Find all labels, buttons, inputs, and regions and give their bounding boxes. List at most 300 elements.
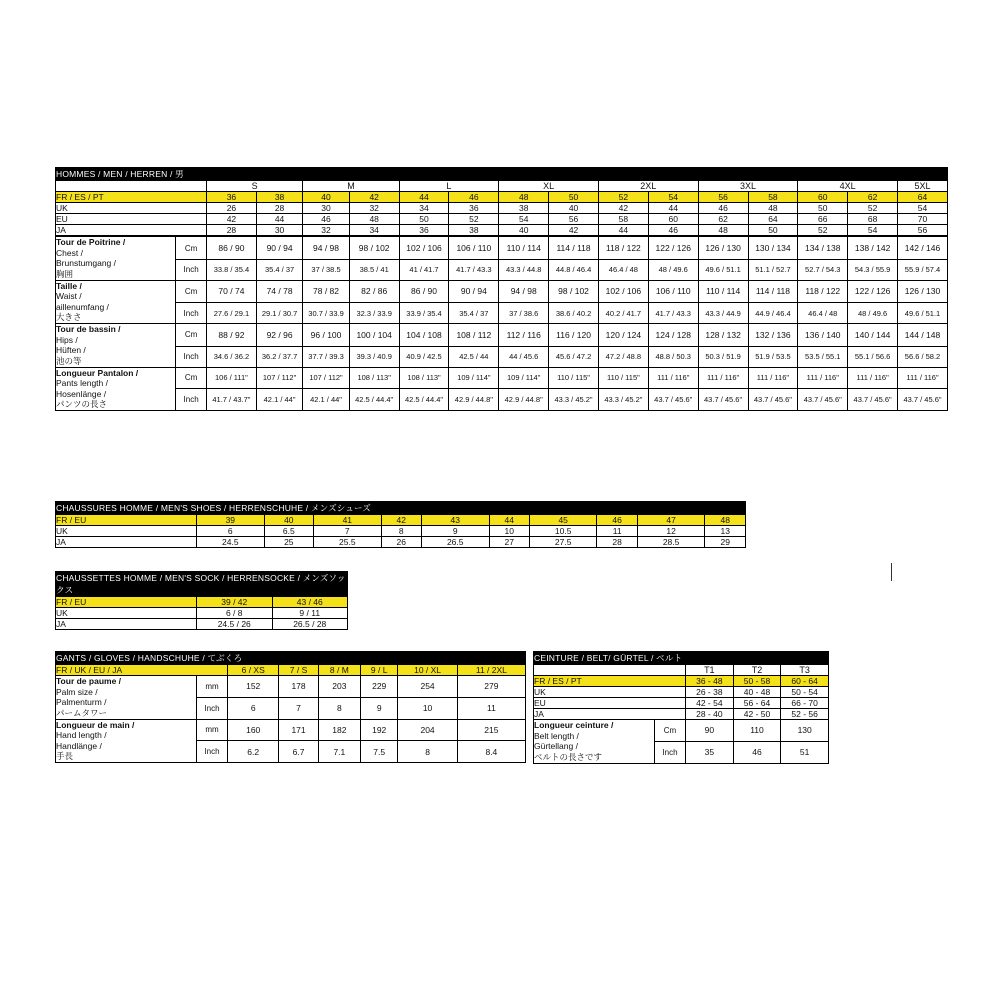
cell: 42 - 54 bbox=[686, 698, 734, 709]
cell: 43 / 46 bbox=[272, 597, 348, 608]
cell: 35.4 / 37 bbox=[256, 260, 302, 280]
cell: 34 bbox=[349, 225, 399, 237]
cell: 36.2 / 37.7 bbox=[256, 346, 302, 367]
cell: 204 bbox=[398, 719, 457, 741]
cell: 160 bbox=[228, 719, 279, 741]
cell: 11 bbox=[457, 697, 525, 719]
cell: 36 - 48 bbox=[686, 676, 734, 687]
cell: 90 / 94 bbox=[256, 236, 302, 260]
unit-inch: Inch bbox=[176, 346, 207, 367]
cell: 38 bbox=[449, 225, 499, 237]
cell: 29.1 / 30.7 bbox=[256, 303, 302, 324]
size-group-xl: XL bbox=[499, 181, 599, 192]
belt-title-bold: CEINTURE bbox=[534, 653, 580, 663]
cell: 90 bbox=[686, 720, 734, 742]
table-row bbox=[56, 346, 948, 367]
cell: 110 / 115" bbox=[549, 367, 599, 389]
cell: 60 bbox=[798, 192, 848, 203]
cell: 10 / XL bbox=[398, 665, 457, 676]
cell: 29 bbox=[705, 537, 746, 548]
cell: 30 bbox=[303, 203, 349, 214]
cell: 46 bbox=[597, 515, 637, 526]
cell: 44 bbox=[256, 214, 302, 225]
table-row bbox=[56, 608, 348, 619]
cell: 42.9 / 44.8" bbox=[449, 389, 499, 411]
cell: 50 bbox=[549, 192, 599, 203]
cell: 43.7 / 45.6" bbox=[898, 389, 948, 411]
table-row bbox=[56, 597, 348, 608]
cell: 44.8 / 46.4 bbox=[549, 260, 599, 280]
cell: 27 bbox=[489, 537, 529, 548]
cell: 10 bbox=[398, 697, 457, 719]
cell: 24.5 / 26 bbox=[197, 619, 273, 630]
cell: 36 bbox=[449, 203, 499, 214]
cell: 10 bbox=[489, 526, 529, 537]
cell: 114 / 118 bbox=[748, 280, 798, 303]
cell: 8.4 bbox=[457, 741, 525, 763]
cell: 45.6 / 47.2 bbox=[549, 346, 599, 367]
cell: 70 bbox=[898, 214, 948, 225]
cell: 229 bbox=[361, 676, 398, 698]
cell: 26.5 / 28 bbox=[272, 619, 348, 630]
cell: 41.7 / 43.7" bbox=[207, 389, 257, 411]
cell: 102 / 106 bbox=[598, 280, 648, 303]
shoes-table-title bbox=[56, 502, 746, 515]
cell: 25.5 bbox=[314, 537, 382, 548]
mens-group-size-row bbox=[56, 181, 948, 192]
cell: 28 bbox=[256, 203, 302, 214]
cell: 42.1 / 44" bbox=[256, 389, 302, 411]
cell: 43.7 / 45.6" bbox=[848, 389, 898, 411]
cell: 9 / L bbox=[361, 665, 398, 676]
cell: 40 bbox=[264, 515, 313, 526]
gloves-header-row bbox=[56, 652, 526, 665]
cell: 54 bbox=[898, 203, 948, 214]
cell: 34.6 / 36.2 bbox=[207, 346, 257, 367]
gloves-table bbox=[55, 651, 526, 763]
cell: 70 / 74 bbox=[207, 280, 257, 303]
cell: 50 - 54 bbox=[781, 687, 829, 698]
cell: 43.7 / 45.6" bbox=[748, 389, 798, 411]
table-row bbox=[56, 537, 746, 548]
cell: 27.6 / 29.1 bbox=[207, 303, 257, 324]
cell: 56 bbox=[549, 214, 599, 225]
cell: 56 - 64 bbox=[733, 698, 781, 709]
cell: 126 / 130 bbox=[898, 280, 948, 303]
cell: 98 / 102 bbox=[349, 236, 399, 260]
cell: 44 / 45.6 bbox=[499, 346, 549, 367]
socks-table-title bbox=[56, 572, 348, 597]
cell: 49.6 / 51.1 bbox=[698, 260, 748, 280]
table-row bbox=[56, 515, 746, 526]
cell: 182 bbox=[318, 719, 360, 741]
cell: 40.9 / 42.5 bbox=[399, 346, 449, 367]
cell: 37 / 38.6 bbox=[499, 303, 549, 324]
cell: 7.1 bbox=[318, 741, 360, 763]
unit-mm: mm bbox=[197, 676, 228, 698]
cell: 56.6 / 58.2 bbox=[898, 346, 948, 367]
cell: 44 bbox=[648, 203, 698, 214]
cell: 106 / 111" bbox=[207, 367, 257, 389]
cell: 47 bbox=[637, 515, 705, 526]
cell: 42 bbox=[549, 225, 599, 237]
cell: 51.1 / 52.7 bbox=[748, 260, 798, 280]
measure-label-waist: Taille / Waist / aillenumfang / 大きさ bbox=[56, 280, 176, 324]
page-artifact-mark bbox=[891, 563, 892, 581]
cell: 50.3 / 51.9 bbox=[698, 346, 748, 367]
cell: 26 bbox=[381, 537, 421, 548]
row-label-uk: UK bbox=[56, 608, 197, 619]
cell: 118 / 122 bbox=[598, 236, 648, 260]
table-row bbox=[56, 526, 746, 537]
row-label-fr-es-pt: FR / ES / PT bbox=[56, 192, 207, 203]
cell: 109 / 114" bbox=[449, 367, 499, 389]
table-row bbox=[534, 698, 829, 709]
unit-cm: Cm bbox=[176, 280, 207, 303]
cell: 62 bbox=[848, 192, 898, 203]
table-row bbox=[56, 260, 948, 280]
cell: 42.5 / 44.4" bbox=[399, 389, 449, 411]
cell: 254 bbox=[398, 676, 457, 698]
cell: 136 / 140 bbox=[798, 324, 848, 347]
cell: 48 bbox=[499, 192, 549, 203]
cell: 48.8 / 50.3 bbox=[648, 346, 698, 367]
unit-inch: Inch bbox=[176, 303, 207, 324]
unit-cm: Cm bbox=[176, 324, 207, 347]
cell: 37.7 / 39.3 bbox=[303, 346, 349, 367]
cell: 215 bbox=[457, 719, 525, 741]
table-row bbox=[56, 192, 948, 203]
unit-inch: Inch bbox=[197, 697, 228, 719]
table-row bbox=[56, 280, 948, 303]
cell: 96 / 100 bbox=[303, 324, 349, 347]
cell: 30 bbox=[256, 225, 302, 237]
cell: 116 / 120 bbox=[549, 324, 599, 347]
cell: 122 / 126 bbox=[848, 280, 898, 303]
table-row bbox=[56, 236, 948, 260]
size-group-4xl: 4XL bbox=[798, 181, 898, 192]
measure-label-chest: Tour de Poitrine / Chest / Brunstumgang / 胸囲 bbox=[56, 236, 176, 280]
cell: 43.7 / 45.6" bbox=[698, 389, 748, 411]
cell: 52 - 56 bbox=[781, 709, 829, 720]
cell: 40 bbox=[303, 192, 349, 203]
mens-table-header-row bbox=[56, 168, 948, 181]
cell: 106 / 110 bbox=[449, 236, 499, 260]
cell: 51 bbox=[781, 741, 829, 763]
size-group-m: M bbox=[303, 181, 399, 192]
cell: 108 / 113" bbox=[349, 367, 399, 389]
cell: 64 bbox=[898, 192, 948, 203]
cell: 10.5 bbox=[529, 526, 597, 537]
cell: 33.8 / 35.4 bbox=[207, 260, 257, 280]
cell: 26 bbox=[207, 203, 257, 214]
cell: 86 / 90 bbox=[207, 236, 257, 260]
cell: 140 / 144 bbox=[848, 324, 898, 347]
cell: 43.3 / 45.2" bbox=[549, 389, 599, 411]
belt-table bbox=[533, 651, 829, 764]
cell: 48 bbox=[698, 225, 748, 237]
cell: 142 / 146 bbox=[898, 236, 948, 260]
cell: 35 bbox=[686, 741, 734, 763]
belt-title-rest: / BELT/ GÜRTEL / ベルト bbox=[579, 653, 683, 663]
measure-label-hips: Tour de bassin / Hips / Hüften / 池の等 bbox=[56, 324, 176, 368]
cell: 13 bbox=[705, 526, 746, 537]
cell: 279 bbox=[457, 676, 525, 698]
cell: 66 bbox=[798, 214, 848, 225]
belt-size-row bbox=[534, 665, 829, 676]
cell: 6.5 bbox=[264, 526, 313, 537]
cell: 38.6 / 40.2 bbox=[549, 303, 599, 324]
cell: 48 bbox=[349, 214, 399, 225]
measure-label-palm-size: Tour de paume / Palm size / Palmenturm / パームタワー bbox=[56, 676, 197, 720]
cell: 40 bbox=[499, 225, 549, 237]
cell: 171 bbox=[279, 719, 318, 741]
cell: 43.7 / 45.6" bbox=[648, 389, 698, 411]
cell: 68 bbox=[848, 214, 898, 225]
cell: 98 / 102 bbox=[549, 280, 599, 303]
cell: 110 / 114 bbox=[698, 280, 748, 303]
cell: 50 - 58 bbox=[733, 676, 781, 687]
cell: 40 - 48 bbox=[733, 687, 781, 698]
cell: 107 / 112" bbox=[256, 367, 302, 389]
cell: 55.1 / 56.6 bbox=[848, 346, 898, 367]
cell: 60 - 64 bbox=[781, 676, 829, 687]
row-label-fr-eu: FR / EU bbox=[56, 515, 197, 526]
cell: 28 - 40 bbox=[686, 709, 734, 720]
size-group-l: L bbox=[399, 181, 499, 192]
cell: 42.5 / 44.4" bbox=[349, 389, 399, 411]
cell: 144 / 148 bbox=[898, 324, 948, 347]
cell: 56 bbox=[698, 192, 748, 203]
cell: 111 / 116" bbox=[898, 367, 948, 389]
cell: 120 / 124 bbox=[598, 324, 648, 347]
belt-table-title bbox=[534, 652, 829, 665]
row-label-fr-eu: FR / EU bbox=[56, 597, 197, 608]
cell: 104 / 108 bbox=[399, 324, 449, 347]
cell: 109 / 114" bbox=[499, 367, 549, 389]
cell: 8 bbox=[318, 697, 360, 719]
socks-title-bold: CHAUSSETTES HOMME bbox=[56, 573, 158, 583]
cell: 100 / 104 bbox=[349, 324, 399, 347]
cell: 54 bbox=[848, 225, 898, 237]
row-label-fr-uk-eu-ja: FR / UK / EU / JA bbox=[56, 665, 228, 676]
cell: 43 bbox=[421, 515, 489, 526]
cell: 66 - 70 bbox=[781, 698, 829, 709]
cell: 86 / 90 bbox=[399, 280, 449, 303]
cell: 28.5 bbox=[637, 537, 705, 548]
cell: 44 bbox=[399, 192, 449, 203]
cell: 43.3 / 44.8 bbox=[499, 260, 549, 280]
cell: 42.5 / 44 bbox=[449, 346, 499, 367]
shoes-title-rest: / MEN'S SHOES / HERRENSCHUHE / メンズシューズ bbox=[153, 503, 371, 513]
belt-size-t3: T3 bbox=[781, 665, 829, 676]
cell: 114 / 118 bbox=[549, 236, 599, 260]
cell: 42 bbox=[598, 203, 648, 214]
cell: 6 bbox=[197, 526, 265, 537]
cell: 54.3 / 55.9 bbox=[848, 260, 898, 280]
row-label-ja: JA bbox=[56, 619, 197, 630]
cell: 11 / 2XL bbox=[457, 665, 525, 676]
cell: 48 / 49.6 bbox=[848, 303, 898, 324]
cell: 24.5 bbox=[197, 537, 265, 548]
table-row bbox=[56, 214, 948, 225]
size-group-3xl: 3XL bbox=[698, 181, 798, 192]
mens-size-table bbox=[55, 167, 948, 411]
socks-title-rest: / MEN'S SOCK / HERRENSOCKE / メンズソックス bbox=[56, 573, 346, 595]
cell: 35.4 / 37 bbox=[449, 303, 499, 324]
cell: 52 bbox=[598, 192, 648, 203]
cell: 26 - 38 bbox=[686, 687, 734, 698]
cell: 6.2 bbox=[228, 741, 279, 763]
row-label-uk: UK bbox=[534, 687, 686, 698]
cell: 7.5 bbox=[361, 741, 398, 763]
table-row bbox=[56, 676, 526, 698]
cell: 111 / 116" bbox=[698, 367, 748, 389]
cell: 110 / 114 bbox=[499, 236, 549, 260]
row-label-fr-es-pt: FR / ES / PT bbox=[534, 676, 686, 687]
cell: 122 / 126 bbox=[648, 236, 698, 260]
cell: 124 / 128 bbox=[648, 324, 698, 347]
socks-header-row bbox=[56, 572, 348, 597]
cell: 130 / 134 bbox=[748, 236, 798, 260]
cell: 34 bbox=[399, 203, 449, 214]
cell: 46 bbox=[303, 214, 349, 225]
row-label-eu: EU bbox=[534, 698, 686, 709]
cell: 203 bbox=[318, 676, 360, 698]
row-label-uk: UK bbox=[56, 203, 207, 214]
cell: 110 bbox=[733, 720, 781, 742]
cell: 8 bbox=[398, 741, 457, 763]
cell: 50 bbox=[798, 203, 848, 214]
belt-size-t2: T2 bbox=[733, 665, 781, 676]
cell: 39.3 / 40.9 bbox=[349, 346, 399, 367]
cell: 48 bbox=[748, 203, 798, 214]
unit-inch: Inch bbox=[197, 741, 228, 763]
cell: 46.4 / 48 bbox=[598, 260, 648, 280]
cell: 43.3 / 44.9 bbox=[698, 303, 748, 324]
cell: 25 bbox=[264, 537, 313, 548]
cell: 46 bbox=[733, 741, 781, 763]
cell: 110 / 115" bbox=[598, 367, 648, 389]
table-row bbox=[56, 203, 948, 214]
size-group-s: S bbox=[207, 181, 303, 192]
cell: 8 / M bbox=[318, 665, 360, 676]
cell: 64 bbox=[748, 214, 798, 225]
cell: 6.7 bbox=[279, 741, 318, 763]
table-row bbox=[56, 665, 526, 676]
shoes-title-bold: CHAUSSURES HOMME bbox=[56, 503, 154, 513]
cell: 58 bbox=[748, 192, 798, 203]
cell: 50 bbox=[748, 225, 798, 237]
cell: 42 bbox=[381, 515, 421, 526]
cell: 46 bbox=[648, 225, 698, 237]
cell: 42.9 / 44.8" bbox=[499, 389, 549, 411]
cell: 74 / 78 bbox=[256, 280, 302, 303]
cell: 49.6 / 51.1 bbox=[898, 303, 948, 324]
cell: 52 bbox=[848, 203, 898, 214]
cell: 178 bbox=[279, 676, 318, 698]
table-row bbox=[56, 367, 948, 389]
cell: 7 / S bbox=[279, 665, 318, 676]
table-row bbox=[56, 225, 948, 237]
cell: 138 / 142 bbox=[848, 236, 898, 260]
cell: 108 / 113" bbox=[399, 367, 449, 389]
cell: 38 bbox=[256, 192, 302, 203]
cell: 102 / 106 bbox=[399, 236, 449, 260]
cell: 38.5 / 41 bbox=[349, 260, 399, 280]
cell: 111 / 116" bbox=[648, 367, 698, 389]
cell: 92 / 96 bbox=[256, 324, 302, 347]
cell: 32.3 / 33.9 bbox=[349, 303, 399, 324]
cell: 40.2 / 41.7 bbox=[598, 303, 648, 324]
cell: 28 bbox=[207, 225, 257, 237]
cell: 118 / 122 bbox=[798, 280, 848, 303]
cell: 48 / 49.6 bbox=[648, 260, 698, 280]
cell: 51.9 / 53.5 bbox=[748, 346, 798, 367]
mens-table-title bbox=[56, 168, 948, 181]
cell: 12 bbox=[637, 526, 705, 537]
cell: 26.5 bbox=[421, 537, 489, 548]
table-row bbox=[56, 324, 948, 347]
cell: 111 / 116" bbox=[798, 367, 848, 389]
cell: 94 / 98 bbox=[303, 236, 349, 260]
cell: 82 / 86 bbox=[349, 280, 399, 303]
cell: 28 bbox=[597, 537, 637, 548]
cell: 42.1 / 44" bbox=[303, 389, 349, 411]
cell: 53.5 / 55.1 bbox=[798, 346, 848, 367]
cell: 37 / 38.5 bbox=[303, 260, 349, 280]
cell: 47.2 / 48.8 bbox=[598, 346, 648, 367]
cell: 88 / 92 bbox=[207, 324, 257, 347]
mens-shoes-table bbox=[55, 501, 746, 548]
unit-inch: Inch bbox=[655, 741, 686, 763]
cell: 41.7 / 43.3 bbox=[648, 303, 698, 324]
cell: 42 bbox=[207, 214, 257, 225]
measure-label-pants-length: Longueur Pantalon / Pants length / Hosenlänge / パンツの長さ bbox=[56, 367, 176, 411]
cell: 44 bbox=[489, 515, 529, 526]
cell: 9 bbox=[421, 526, 489, 537]
table-row bbox=[534, 720, 829, 742]
measure-label-hand-length: Longueur de main / Hand length / Handlänge / 手長 bbox=[56, 719, 197, 763]
cell: 39 bbox=[197, 515, 265, 526]
cell: 132 / 136 bbox=[748, 324, 798, 347]
cell: 130 bbox=[781, 720, 829, 742]
cell: 36 bbox=[207, 192, 257, 203]
cell: 38 bbox=[499, 203, 549, 214]
cell: 111 / 116" bbox=[748, 367, 798, 389]
cell: 7 bbox=[314, 526, 382, 537]
table-row bbox=[56, 719, 526, 741]
unit-cm: Cm bbox=[655, 720, 686, 742]
gloves-table-title bbox=[56, 652, 526, 665]
cell: 112 / 116 bbox=[499, 324, 549, 347]
cell: 32 bbox=[349, 203, 399, 214]
mens-title-rest: / MEN / HERREN / 男 bbox=[95, 169, 184, 179]
cell: 48 bbox=[705, 515, 746, 526]
cell: 62 bbox=[698, 214, 748, 225]
row-label-ja: JA bbox=[56, 225, 207, 237]
cell: 50 bbox=[399, 214, 449, 225]
cell: 32 bbox=[303, 225, 349, 237]
cell: 9 / 11 bbox=[272, 608, 348, 619]
cell: 46 bbox=[449, 192, 499, 203]
cell: 33.9 / 35.4 bbox=[399, 303, 449, 324]
cell: 90 / 94 bbox=[449, 280, 499, 303]
cell: 52 bbox=[449, 214, 499, 225]
cell: 40 bbox=[549, 203, 599, 214]
shoes-header-row bbox=[56, 502, 746, 515]
cell: 11 bbox=[597, 526, 637, 537]
